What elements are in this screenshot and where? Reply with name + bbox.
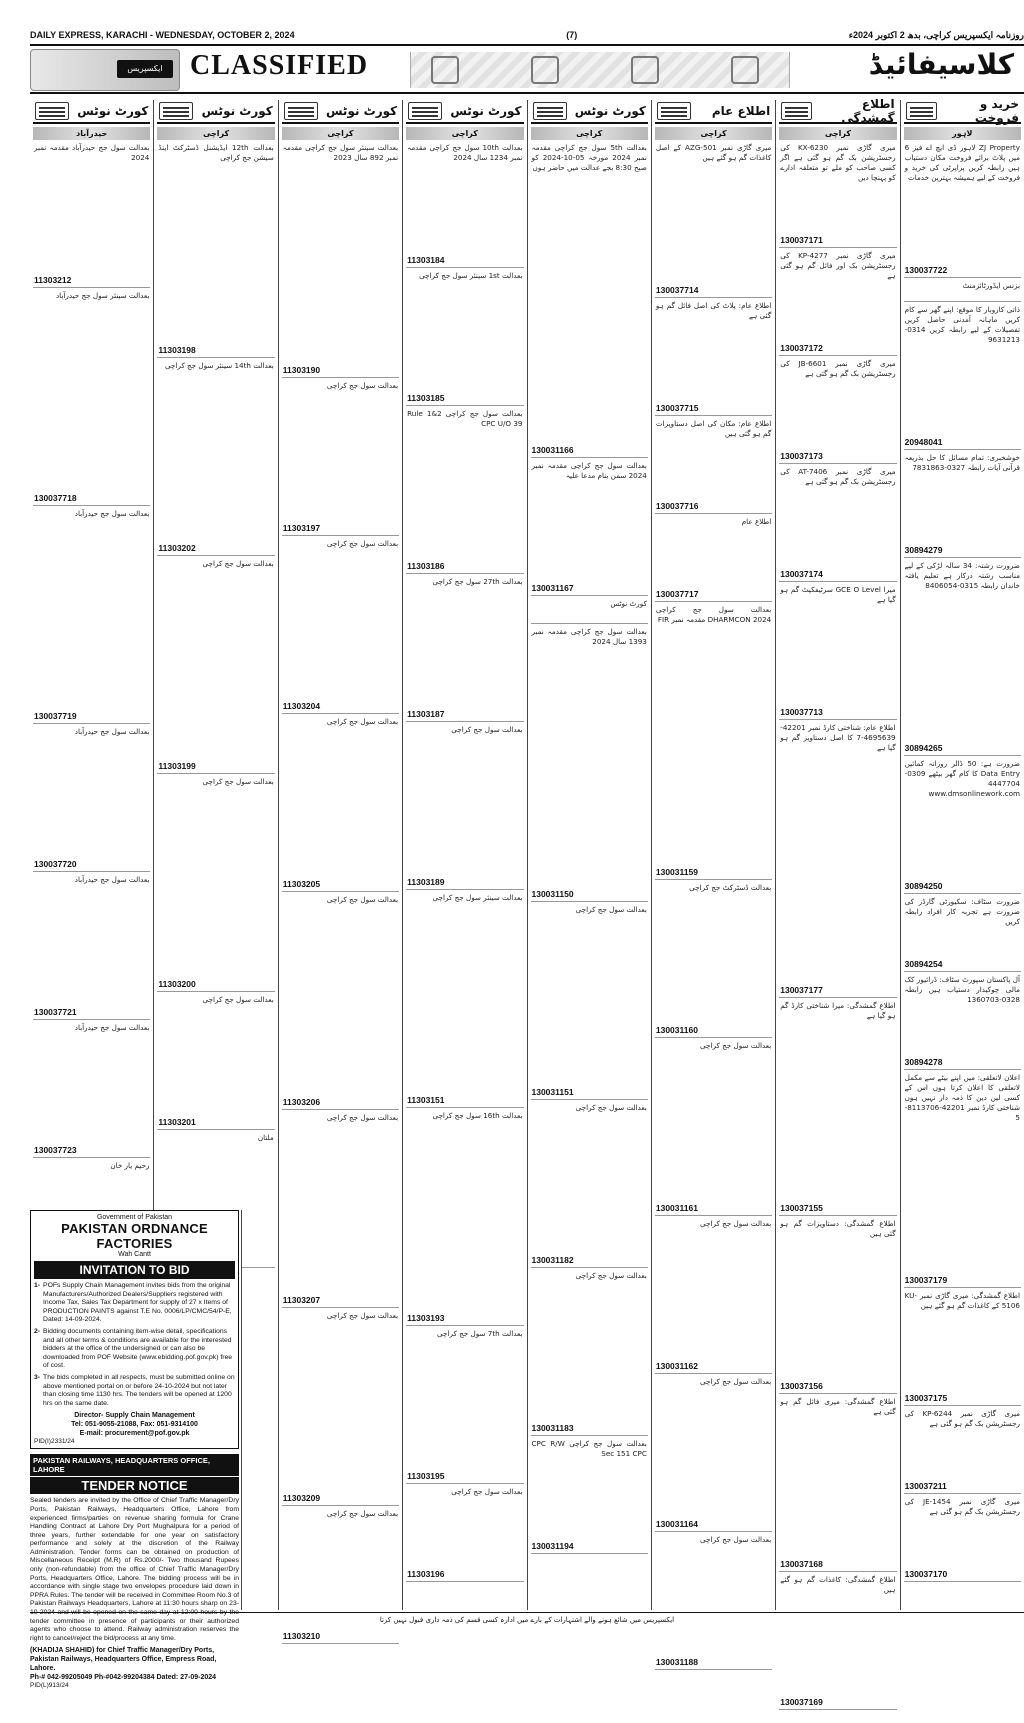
ad-text: خوشخبری: تمام مسائل کا حل بذریعہ قرآنی آیات رابطہ 0327-7831863 xyxy=(904,453,1020,472)
ad-text: بعدالت 7th سول جج کراچی xyxy=(437,1329,523,1338)
classified-ad xyxy=(157,358,274,556)
ad-code: 11303189 xyxy=(407,877,445,887)
classified-ad xyxy=(406,1108,523,1326)
pof-items xyxy=(34,1282,235,1408)
ad-code: 30894254 xyxy=(904,959,943,969)
ad-text: بعدالت سول جج کراچی مقدمہ نمبر 1393 سال 2024 xyxy=(531,627,647,646)
ad-text: بعدالت سول جج حیدرآباد xyxy=(74,875,150,884)
ad-code: 130037171 xyxy=(780,235,823,245)
ad-code: 130037211 xyxy=(904,1481,947,1491)
ad-text: بعدالت سول جج کراچی Rule 1&2 CPC U/O 39 xyxy=(407,409,523,428)
ad-code: 20948041 xyxy=(904,437,943,447)
city-bar: کراچی xyxy=(157,127,274,140)
classified-ad xyxy=(531,458,648,596)
column xyxy=(775,97,899,1707)
classified-ad xyxy=(157,140,274,358)
ad-text: اطلاع عام xyxy=(741,517,772,526)
ad-text: بزنس ایڈورٹائزمنٹ xyxy=(962,281,1020,290)
ad-text: بعدالت سول جج کراچی xyxy=(575,1103,647,1112)
ad-text: رحیم یار خان xyxy=(110,1161,150,1170)
classified-ad xyxy=(779,720,896,998)
ad-text: اطلاع عام: مکان کی اصل دستاویزات گم ہو گئی ہیں xyxy=(655,419,772,438)
classified-ad xyxy=(282,140,399,378)
ad-code: 130037170 xyxy=(904,1569,948,1579)
pof-item-text: POFs Supply Chain Management invites bids from the original Manufacturers/Authorized Dealers/Suppliers registered with Income Tax, Sales Tax Department for supply of 27 x Items of PRODUCTION PAINTS against T.E No. 0006/LP/CMC/54/P-E, Dated: 14-09-2024. xyxy=(43,1282,232,1324)
ad-text: اطلاع گمشدگی: کاغذات گم ہو گئے ہیں xyxy=(780,1575,896,1594)
classified-ad xyxy=(406,268,523,406)
classified-ad xyxy=(531,596,648,624)
pof-email: E-mail: procurement@pof.gov.pk xyxy=(79,1430,190,1438)
column xyxy=(278,100,402,1641)
ad-code: 30894279 xyxy=(904,545,943,555)
ad-text: اعلان لاتعلقی: میں اپنے بیٹے سے مکمل لاتعلقی کا اعلان کرتا ہوں اس کے کسی لین دین کا ذمہ دار نہیں ہوں شناختی کارڈ نمبر 42201-8113706-5 xyxy=(904,1073,1020,1122)
column-title: اطلاع گمشدگی xyxy=(841,97,895,125)
ad-text: بعدالت 27th سول جج کراچی xyxy=(432,577,523,586)
ad-text: بعدالت سینئر سول جج کراچی xyxy=(432,893,523,902)
classified-ad xyxy=(779,1216,896,1394)
classified-ad xyxy=(406,1484,523,1582)
ad-code: 130037169 xyxy=(780,1697,823,1707)
ad-code: 11303210 xyxy=(282,1631,321,1641)
column-title: کورٹ نوٹس xyxy=(574,104,646,118)
classified-ad xyxy=(157,992,274,1130)
ad-text: بعدالت سول جج کراچی xyxy=(700,1377,772,1386)
ad-text: بعدالت ڈسٹرکٹ جج کراچی xyxy=(689,883,772,892)
classified-ad xyxy=(904,1406,1021,1494)
tender-notice-banner: TENDER NOTICE xyxy=(30,1477,239,1494)
classified-ad xyxy=(406,406,523,574)
ad-code: 11303205 xyxy=(282,879,321,889)
classified-ad xyxy=(779,464,896,582)
city-bar: کراچی xyxy=(406,127,523,140)
ad-code: 130031150 xyxy=(531,889,574,899)
classified-ad xyxy=(779,356,896,464)
ad-text: بعدالت 5th سول جج کراچی مقدمہ نمبر 2024 مورخہ 05-10-2024 کو صبح 8:30 بجے عدالت میں حاضر ہوں xyxy=(531,143,647,172)
ad-code: 130037175 xyxy=(904,1393,948,1403)
ad-code: 11303209 xyxy=(282,1493,321,1503)
ad-text: بعدالت سول جج کراچی xyxy=(326,1509,399,1518)
ad-code: 11303197 xyxy=(282,523,321,533)
classified-ad xyxy=(779,582,896,720)
classified-ad xyxy=(904,302,1021,450)
ad-text: بعدالت سول جج کراچی xyxy=(326,895,399,904)
ad-text: بعدالت سول جج حیدرآباد xyxy=(74,509,150,518)
english-notices xyxy=(30,1210,242,1690)
classified-ad xyxy=(904,278,1021,302)
ad-code: 130037715 xyxy=(655,403,699,413)
city-bar: کراچی xyxy=(779,127,896,140)
classified-ad xyxy=(282,892,399,1110)
ad-text: اطلاع گمشدگی: میرا شناختی کارڈ گم ہو گیا ہے xyxy=(780,1001,896,1020)
ad-text: میری گاڑی نمبر KX-6230 کی رجسٹریشن بک گم ہو گئی ہے اگر کسی صاحب کو ملے تو متعلقہ ادارے کو پہنچا دیں xyxy=(780,143,896,182)
section-icon xyxy=(35,102,69,120)
ad-code: 11303195 xyxy=(407,1471,445,1481)
classified-ad xyxy=(779,248,896,356)
railway-pid: PID(L)913/24 xyxy=(30,1682,69,1690)
ad-text: اطلاع عام: پلاٹ کی اصل فائل گم ہو گئی ہے xyxy=(655,301,772,320)
ad-code: 11303185 xyxy=(407,393,445,403)
column xyxy=(527,100,651,1610)
classified-ad xyxy=(406,574,523,722)
ad-text: بعدالت سول جج کراچی xyxy=(202,559,274,568)
ad-text: بعدالت سول جج کراچی xyxy=(202,995,274,1004)
pof-gov: Government of Pakistan xyxy=(96,1214,173,1221)
classified-ad xyxy=(904,1288,1021,1406)
section-icon xyxy=(906,102,938,120)
ad-text: اطلاع گمشدگی: دستاویزات گم ہو گئی ہیں xyxy=(780,1219,896,1238)
ad-text: ذاتی کاروبار کا موقع: اپنے گھر سے کام کریں ماہانہ آمدنی حاصل کریں تفصیلات کے لیے رابطہ کریں 0314-9631213 xyxy=(904,305,1020,344)
ad-text: بعدالت سول جج کراچی xyxy=(575,1271,647,1280)
ad-code: 130037173 xyxy=(780,451,823,461)
pof-contact-line: Tel: 051-9055-21088, Fax: 051-9314100 xyxy=(71,1421,198,1429)
city-bar: کراچی xyxy=(655,127,772,140)
ad-code: 130031183 xyxy=(531,1423,574,1433)
ad-code: 130031159 xyxy=(655,867,698,877)
ad-code: 130037719 xyxy=(34,711,77,721)
column-header xyxy=(282,100,399,124)
invitation-to-bid-banner: INVITATION TO BID xyxy=(34,1261,235,1279)
ad-code: 11303207 xyxy=(282,1295,321,1305)
classified-ad xyxy=(531,1100,648,1268)
pof-pid: PID(I)2331/24 xyxy=(34,1438,75,1446)
ad-text: ZJ Property لاہور ڈی ایچ اے فیز 6 میں پلاٹ برائے فروخت مکان دستیاب ہیں رابطہ کریں پراپرٹی کی خرید و فروخت کے لیے ہمیشہ بہترین خدمات xyxy=(904,143,1020,182)
classified-ad xyxy=(406,140,523,268)
section-icon xyxy=(284,102,318,120)
pof-item xyxy=(34,1282,235,1325)
page-number: (7) xyxy=(566,30,578,40)
classified-ad xyxy=(33,724,150,872)
railway-signature xyxy=(30,1646,239,1682)
classified-ad xyxy=(904,450,1021,558)
classified-ad xyxy=(157,556,274,774)
ad-code: 130037723 xyxy=(34,1145,77,1155)
ad-code: 11303206 xyxy=(282,1097,321,1107)
pof-item-number: 3- xyxy=(34,1373,41,1381)
pof-title: PAKISTAN ORDNANCE FACTORIES xyxy=(61,1221,208,1251)
date-line-ur: روزنامہ ایکسپریس کراچی، بدھ 2 اکتوبر 2024ء xyxy=(848,29,1024,40)
ad-text: بعدالت سینئر سول جج کراچی مقدمہ نمبر 892 سال 2023 xyxy=(282,143,399,162)
ad-text: بعدالت 12th ایڈیشنل ڈسٹرکٹ اینڈ سیشن جج کراچی xyxy=(158,143,274,162)
railway-sig-line: (KHADIJA SHAHID) for Chief Traffic Manager/Dry Ports, xyxy=(30,1647,215,1655)
building-icon xyxy=(631,56,659,84)
ad-text: بعدالت سول جج کراچی xyxy=(451,1487,523,1496)
ad-text: آل پاکستان سپورٹ سٹاف: ڈرائیور کک مالی چوکیدار دستیاب ہیں رابطہ 0328-1360703 xyxy=(904,975,1020,1004)
ad-code: 11303200 xyxy=(158,979,196,989)
classified-ad xyxy=(33,140,150,288)
classified-ad xyxy=(406,1326,523,1484)
column-title: کورٹ نوٹس xyxy=(77,104,149,118)
classified-ad xyxy=(655,1038,772,1216)
ad-text: بعدالت 14th سینئر سول جج کراچی xyxy=(164,361,274,370)
section-icon xyxy=(408,102,442,120)
city-bar: کراچی xyxy=(282,127,399,140)
section-icon xyxy=(781,102,812,120)
ad-code: 130037177 xyxy=(780,985,823,995)
ad-code: 130037174 xyxy=(780,569,823,579)
classified-ad xyxy=(779,1394,896,1572)
logo-badge: ایکسپریس xyxy=(117,60,173,78)
column-header xyxy=(157,100,274,124)
ad-text: ضرورت رشتہ: 34 سالہ لڑکی کے لیے مناسب رشتہ درکار ہے تعلیم یافتہ خاندان رابطہ 0315-8406054 xyxy=(904,561,1020,590)
ad-code: 130037714 xyxy=(655,285,699,295)
classified-ad xyxy=(282,1110,399,1308)
ad-code: 11303199 xyxy=(158,761,196,771)
classified-ad xyxy=(904,140,1021,278)
ad-text: اطلاع عام: شناختی کارڈ نمبر 42201-4695639-7 کا اصل دستاویز گم ہو گیا ہے xyxy=(780,723,896,752)
masthead xyxy=(30,44,1024,94)
ad-text: ملتان xyxy=(257,1133,274,1142)
ad-text: بعدالت سول جج کراچی xyxy=(326,539,399,548)
ad-text: بعدالت سول جج کراچی مقدمہ نمبر 2024 سمن بنام مدعا علیہ xyxy=(531,461,647,480)
ad-code: 11303212 xyxy=(34,275,72,285)
ad-code: 130037721 xyxy=(34,1007,77,1017)
column-title: کورٹ نوٹس xyxy=(450,104,522,118)
ad-text: بعدالت 10th سول جج کراچی مقدمہ نمبر 1234 سال 2024 xyxy=(407,143,523,162)
classified-ad xyxy=(531,902,648,1100)
city-bar: کراچی xyxy=(531,127,648,140)
city-bar: حیدرآباد xyxy=(33,127,150,140)
pof-notice xyxy=(30,1210,239,1449)
pof-sub: Wah Cantt xyxy=(118,1251,151,1258)
pof-contact xyxy=(34,1411,235,1438)
ad-code: 11303187 xyxy=(407,709,445,719)
ad-code: 130037168 xyxy=(780,1559,823,1569)
column-header xyxy=(406,100,523,124)
phone-icon xyxy=(731,56,759,84)
ad-code: 130031162 xyxy=(655,1361,698,1371)
section-icon xyxy=(533,102,567,120)
ad-code: 11303193 xyxy=(407,1313,445,1323)
classified-ad xyxy=(282,378,399,536)
column xyxy=(900,97,1024,1610)
ad-code: 11303190 xyxy=(282,365,321,375)
ad-text: بعدالت سینئر سول جج حیدرآباد xyxy=(55,291,150,300)
ad-code: 11303202 xyxy=(158,543,196,553)
ad-code: 130031151 xyxy=(531,1087,574,1097)
ad-code: 130031164 xyxy=(655,1519,698,1529)
column-header xyxy=(655,100,772,124)
railway-body: Sealed tenders are invited by the Office of Chief Traffic Manager/Dry Ports, Pakistan Railways, Headquarters Office, Lahore from experienced firms/parties on revenue sharing formula for Crane Handling Contract at Lahore Dry Port Mughalpura for a period of three years, further extendable for one year on satisfactory performance and solely at the discretion of the Railway Administration. Tender forms can be obtained on production of Miscellaneous Receipt (M.R) of Rs.2000/- Two thousand Rupees only (non-refundable) from the office of Chief Traffic Manager/Dry Ports, Headquarters Office, Lahore. The bidding process will be in accordance with single stage two envelopes procedure laid down in PPRA Rules. The tender will be received in Committee Room No.3 of Pakistan Railways Headquarters, Lahore at 11:30 hours sharp on 23-10-2024 and will be opened on the same day at 12:00 hours by the tender committee in presence of participants or their authorized agents who choose to attend. Railway administration reserves the right to cancel/reject the bid/process at any time. xyxy=(30,1497,239,1642)
page-footer: ایکسپریس میں شائع ہونے والے اشتہارات کے بارے میں ادارہ کسی قسم کی ذمہ داری قبول نہیں کرتا xyxy=(30,1612,1024,1626)
column xyxy=(402,100,526,1610)
ad-text: بعدالت 1st سینئر سول جج کراچی xyxy=(419,271,523,280)
ad-code: 130031160 xyxy=(655,1025,698,1035)
ad-code: 11303151 xyxy=(407,1095,445,1105)
column-header xyxy=(779,97,896,125)
classified-ad xyxy=(655,880,772,1038)
classified-ad xyxy=(655,140,772,298)
classified-ad xyxy=(655,1216,772,1374)
classified-ad xyxy=(904,894,1021,972)
column-title: خرید و فروخت xyxy=(974,97,1019,125)
column-header xyxy=(904,97,1021,125)
classified-ad xyxy=(33,872,150,1020)
ad-text: اطلاع گمشدگی: میری گاڑی نمبر KU-5106 کے کاغذات گم ہو گئے ہیں xyxy=(904,1291,1020,1310)
classified-ad xyxy=(779,998,896,1216)
classified-ad xyxy=(779,1572,896,1710)
pof-item-text: The bids completed in all respects, must be submitted online on above mentioned portal on or before 24-10-2024 but not later than closing time 1130 hrs. The tenders will be opened at 1200 hrs on the same date. xyxy=(43,1373,235,1407)
classified-ad xyxy=(655,1374,772,1532)
ad-text: اطلاع گمشدگی: میری فائل گم ہو گئی ہے xyxy=(780,1397,896,1416)
ad-code: 130037718 xyxy=(34,493,77,503)
ad-code: 130031182 xyxy=(531,1255,574,1265)
ad-text: میری گاڑی نمبر KP-6244 کی رجسٹریشن بک گم ہو گئی ہے xyxy=(904,1409,1020,1428)
ad-code: 11303204 xyxy=(282,701,321,711)
ad-code: 11303201 xyxy=(158,1117,196,1127)
pof-contact-line: Director- Supply Chain Management xyxy=(74,1412,195,1420)
ad-text: ضرورت ہے: 50 ڈالر روزانہ کمائیں Data Entry کا کام گھر بیٹھے 0309-4447704 www.dmsonlinework.com xyxy=(904,759,1020,798)
pof-item-text: Bidding documents containing item-wise detail, specifications and all other terms & conditions are available for the interested bidders at the office of the undersigned or can also be downloaded from POF Website (www.ebidding.pof.gov.pk) free of cost. xyxy=(43,1327,233,1370)
section-icon xyxy=(657,102,691,120)
section-icon xyxy=(159,102,193,120)
classified-ad xyxy=(655,514,772,602)
ad-code: 130031161 xyxy=(655,1203,698,1213)
classified-ad xyxy=(904,756,1021,894)
ad-text: بعدالت سول جج کراچی xyxy=(700,1041,772,1050)
ad-code: 130037179 xyxy=(904,1275,948,1285)
classified-ad xyxy=(406,722,523,890)
railway-sig-line: Ph-# 042-99205049 Ph-#042-99204384 Dated: 27-09-2024 xyxy=(30,1674,217,1682)
ad-code: 30894278 xyxy=(904,1057,943,1067)
classified-ad xyxy=(531,1436,648,1554)
ad-text: بعدالت سول جج کراچی xyxy=(326,381,399,390)
ad-text: بعدالت سول جج کراچی DHARMCON 2024 مقدمہ نمبر FIR xyxy=(655,605,772,624)
classified-ad xyxy=(531,1268,648,1436)
ad-code: 130037722 xyxy=(904,265,948,275)
ad-code: 130031188 xyxy=(655,1657,698,1667)
ad-code: 130037172 xyxy=(780,343,823,353)
ad-code: 130037720 xyxy=(34,859,77,869)
classified-ad xyxy=(282,1308,399,1506)
classified-ad xyxy=(655,416,772,514)
ad-code: 130037156 xyxy=(780,1381,823,1391)
ad-code: 130031166 xyxy=(531,445,574,455)
classified-ad xyxy=(406,890,523,1108)
column-header xyxy=(531,100,648,124)
city-bar: لاہور xyxy=(904,127,1021,140)
classified-ad xyxy=(33,1020,150,1158)
classified-ad xyxy=(157,774,274,992)
top-date-strip xyxy=(30,28,1024,42)
classified-ad xyxy=(33,288,150,506)
pof-item xyxy=(34,1328,235,1371)
masthead-illustration xyxy=(410,52,790,88)
ad-text: میری گاڑی نمبر JB-6601 کی رجسٹریشن بک گم ہو گئی ہے xyxy=(780,359,896,378)
ad-code: 11303198 xyxy=(158,345,196,355)
ad-text: میری گاڑی نمبر AZG-501 کے اصل کاغذات گم ہو گئے ہیں xyxy=(655,143,772,162)
ad-text: بعدالت سول جج کراچی xyxy=(700,1535,772,1544)
ad-text: بعدالت سول جج حیدرآباد xyxy=(74,1023,150,1032)
car-icon xyxy=(531,56,559,84)
ad-text: بعدالت 16th سول جج کراچی xyxy=(432,1111,523,1120)
page-title-ur: کلاسیفائیڈ xyxy=(868,48,1014,81)
ad-text: بعدالت سول جج حیدرآباد مقدمہ نمبر 2024 xyxy=(34,143,150,162)
ad-code: 11303184 xyxy=(407,255,445,265)
express-logo xyxy=(30,49,180,91)
ad-code: 30894265 xyxy=(904,743,943,753)
ad-text: بعدالت سول جج کراچی xyxy=(326,717,399,726)
ad-code: 130031194 xyxy=(531,1541,574,1551)
ad-text: میری گاڑی نمبر KP-4277 کی رجسٹریشن بک اور فائل گم ہو گئی ہے xyxy=(780,251,896,280)
classified-ad xyxy=(904,558,1021,756)
column-title: اطلاع عام xyxy=(711,104,771,118)
pof-item-number: 2- xyxy=(34,1327,41,1335)
classified-ad xyxy=(531,140,648,458)
classified-ad xyxy=(904,972,1021,1070)
column-title: کورٹ نوٹس xyxy=(325,104,398,118)
classified-ad xyxy=(655,1532,772,1670)
ad-text: ضرورت سٹاف: سکیورٹی گارڈز کی ضرورت ہے تجربہ کار افراد رابطہ کریں xyxy=(904,897,1020,926)
railway-head: PAKISTAN RAILWAYS, HEADQUARTERS OFFICE, LAHORE xyxy=(30,1454,239,1476)
ad-text: بعدالت سول جج کراچی xyxy=(326,1113,399,1122)
classified-ad xyxy=(655,602,772,880)
classified-ad xyxy=(531,624,648,902)
ad-text: میری گاڑی نمبر JE-1454 کی رجسٹریشن بک گم ہو گئی ہے xyxy=(904,1497,1021,1516)
classified-ad xyxy=(282,714,399,892)
page-title-en: CLASSIFIED xyxy=(190,50,369,81)
ad-text: بعدالت سول جج کراچی CPC R/W Sec 151 CPC xyxy=(531,1439,647,1458)
classified-ad xyxy=(33,506,150,724)
pof-item-number: 1- xyxy=(34,1282,41,1289)
column-title: کورٹ نوٹس xyxy=(201,104,273,118)
ad-text: بعدالت سول جج کراچی xyxy=(326,1311,399,1320)
ad-text: میری گاڑی نمبر AT-7406 کی رجسٹریشن بک گم ہو گئی ہے xyxy=(780,467,896,486)
ad-text: بعدالت سول جج کراچی xyxy=(575,905,647,914)
classified-ad xyxy=(904,1070,1021,1288)
classified-ad xyxy=(655,298,772,416)
ad-code: 130037155 xyxy=(780,1203,823,1213)
date-line-en: DAILY EXPRESS, KARACHI - WEDNESDAY, OCTOBER 2, 2024 xyxy=(30,30,295,40)
ad-text: بعدالت سول جج کراچی xyxy=(700,1219,772,1228)
ad-text: میرا GCE O Level سرٹیفکیٹ گم ہو گیا ہے xyxy=(780,585,896,604)
ad-text: بعدالت سول جج کراچی xyxy=(451,725,523,734)
column-header xyxy=(33,100,150,124)
pof-item xyxy=(34,1374,235,1408)
classified-ad xyxy=(904,1494,1021,1582)
ad-text: بعدالت سول جج حیدرآباد xyxy=(74,727,150,736)
ad-text: کورٹ نوٹس xyxy=(610,599,647,608)
classified-ad xyxy=(282,536,399,714)
classified-ad xyxy=(779,140,896,248)
ad-code: 130037717 xyxy=(655,589,699,599)
ad-code: 11303186 xyxy=(407,561,445,571)
ad-code: 11303196 xyxy=(407,1569,445,1579)
ad-code: 130037713 xyxy=(780,707,823,717)
ad-text: بعدالت سول جج کراچی xyxy=(202,777,274,786)
railway-sig-line: Pakistan Railways, Headquarters Office, Empress Road, Lahore. xyxy=(30,1656,217,1673)
column xyxy=(651,100,775,1667)
house-icon xyxy=(431,56,459,84)
ad-code: 130037716 xyxy=(655,501,699,511)
ad-code: 30894250 xyxy=(904,881,943,891)
ad-code: 130031167 xyxy=(531,583,574,593)
